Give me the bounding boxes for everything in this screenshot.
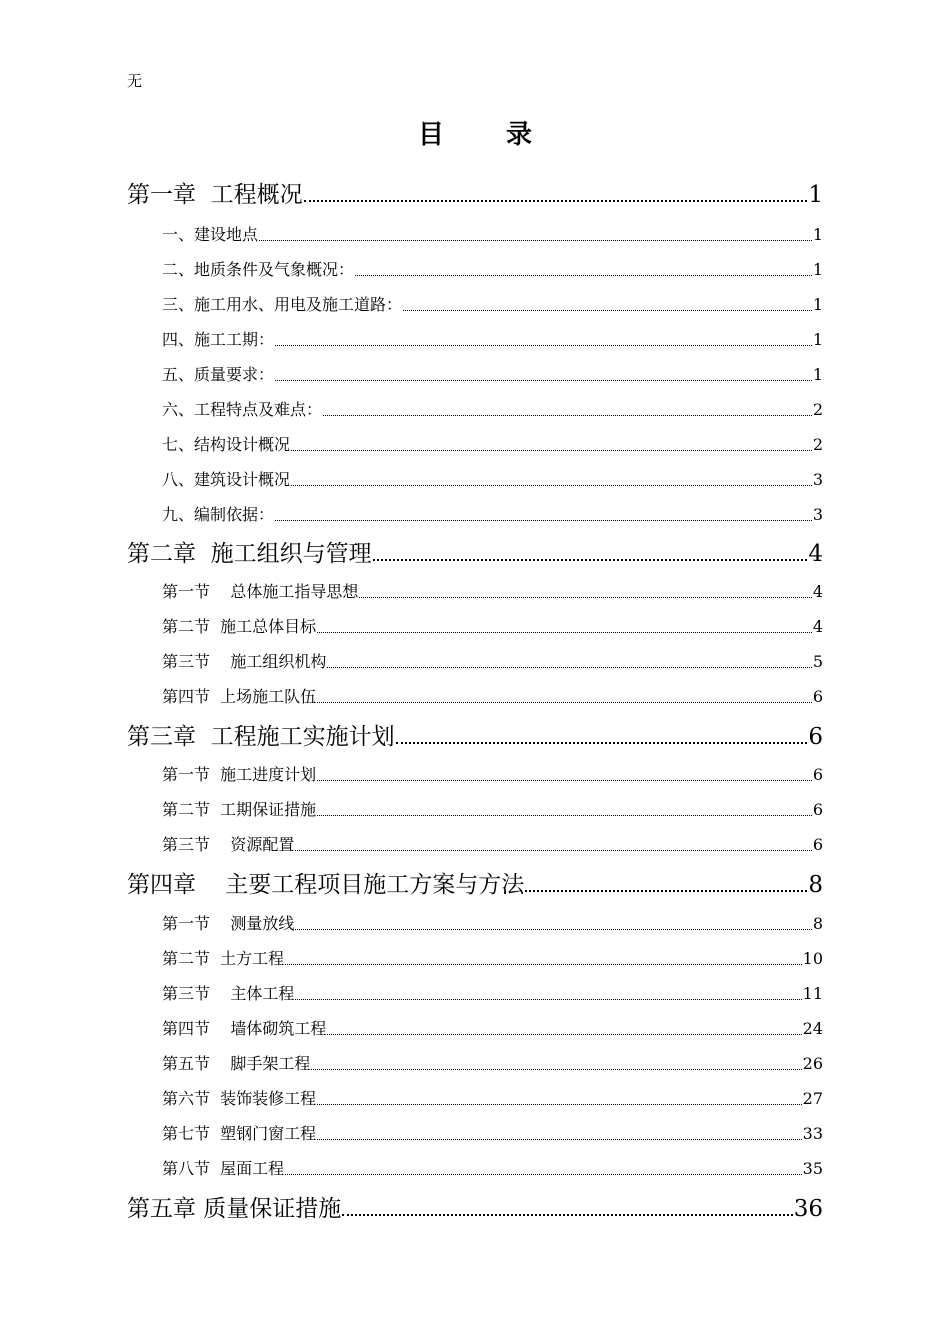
toc-entry-label: 第三节 主体工程 bbox=[162, 984, 295, 1003]
toc-title: 目录 bbox=[417, 120, 594, 150]
toc-page-number: 8 bbox=[812, 914, 823, 933]
toc-dot-leader bbox=[304, 199, 808, 202]
toc-dot-leader bbox=[317, 1103, 801, 1105]
toc-entry-label: 第四节 墙体砌筑工程 bbox=[162, 1019, 327, 1038]
toc-entry-label: 第七节 塑钢门窗工程 bbox=[162, 1124, 317, 1143]
toc-page-number: 10 bbox=[802, 949, 823, 968]
toc-dot-leader bbox=[295, 928, 811, 930]
toc-page-number: 33 bbox=[802, 1124, 823, 1143]
toc-section-entry[interactable] bbox=[162, 292, 823, 316]
toc-chapter-entry[interactable] bbox=[127, 718, 823, 750]
toc-entry-label: 七、结构设计概况 bbox=[162, 435, 291, 454]
toc-entry-label: 第六节 装饰装修工程 bbox=[162, 1089, 317, 1108]
toc-dot-leader bbox=[525, 889, 807, 892]
toc-page-number: 6 bbox=[812, 800, 823, 819]
toc-section-entry[interactable] bbox=[162, 1016, 823, 1040]
toc-chapter-entry[interactable] bbox=[127, 866, 823, 898]
toc-page-number: 36 bbox=[793, 1196, 823, 1222]
toc-dot-leader bbox=[275, 379, 812, 381]
toc-entry-label: 第一节 测量放线 bbox=[162, 914, 295, 933]
toc-entry-label: 八、建筑设计概况 bbox=[162, 470, 291, 489]
toc-entry-label: 第一章 工程概况 bbox=[127, 182, 303, 208]
toc-entry-label: 第五章 质量保证措施 bbox=[127, 1196, 342, 1222]
toc-dot-leader bbox=[359, 596, 811, 598]
toc-section-entry[interactable] bbox=[162, 327, 823, 351]
toc-section-entry[interactable] bbox=[162, 579, 823, 603]
toc-page-number: 27 bbox=[802, 1089, 823, 1108]
toc-dot-leader bbox=[275, 344, 812, 346]
toc-entry-label: 第八节 屋面工程 bbox=[162, 1159, 285, 1178]
toc-entry-label: 第四章 主要工程项目施工方案与方法 bbox=[127, 872, 525, 898]
toc-dot-leader bbox=[317, 814, 812, 816]
toc-page-number: 3 bbox=[812, 505, 823, 524]
toc-page-number: 2 bbox=[812, 435, 823, 454]
toc-entry-label: 九、编制依据： bbox=[162, 505, 275, 524]
toc-page-number: 26 bbox=[802, 1054, 823, 1073]
toc-entry-label: 第二节 工期保证措施 bbox=[162, 800, 317, 819]
toc-section-entry[interactable] bbox=[162, 649, 823, 673]
toc-dot-leader bbox=[317, 1138, 801, 1140]
toc-section-entry[interactable] bbox=[162, 614, 823, 638]
toc-dot-leader bbox=[323, 414, 812, 416]
toc-entry-label: 第二节 施工总体目标 bbox=[162, 617, 317, 636]
toc-entry-label: 二、地质条件及气象概况： bbox=[162, 260, 355, 279]
toc-entry-label: 第三节 资源配置 bbox=[162, 835, 295, 854]
toc-entry-label: 第一节 施工进度计划 bbox=[162, 765, 317, 784]
toc-dot-leader bbox=[285, 1173, 801, 1175]
toc-dot-leader bbox=[327, 1033, 801, 1035]
toc-dot-leader bbox=[396, 741, 808, 744]
toc-page-number: 6 bbox=[812, 835, 823, 854]
toc-entry-label: 第二节 土方工程 bbox=[162, 949, 285, 968]
toc-page-number: 2 bbox=[812, 400, 823, 419]
toc-section-entry[interactable] bbox=[162, 1051, 823, 1075]
toc-entry-label: 第一节 总体施工指导思想 bbox=[162, 582, 359, 601]
toc-page-number: 1 bbox=[812, 260, 823, 279]
toc-section-entry[interactable] bbox=[162, 467, 823, 491]
toc-page-number: 11 bbox=[802, 984, 823, 1003]
toc-chapter-entry[interactable] bbox=[127, 1190, 823, 1222]
toc-entry-label: 第三章 工程施工实施计划 bbox=[127, 724, 395, 750]
toc-dot-leader bbox=[355, 274, 812, 276]
toc-chapter-entry[interactable] bbox=[127, 176, 823, 208]
toc-page-number: 24 bbox=[802, 1019, 823, 1038]
toc-entry-label: 五、质量要求： bbox=[162, 365, 275, 384]
toc-section-entry[interactable] bbox=[162, 1156, 823, 1180]
toc-dot-leader bbox=[342, 1213, 792, 1216]
toc-dot-leader bbox=[327, 666, 811, 668]
toc-entry-label: 第四节 上场施工队伍 bbox=[162, 687, 317, 706]
toc-section-entry[interactable] bbox=[162, 762, 823, 786]
toc-page-number: 1 bbox=[812, 365, 823, 384]
toc-section-entry[interactable] bbox=[162, 502, 823, 526]
toc-section-entry[interactable] bbox=[162, 981, 823, 1005]
toc-chapter-entry[interactable] bbox=[127, 535, 823, 567]
toc-page-number: 8 bbox=[808, 872, 823, 898]
toc-section-entry[interactable] bbox=[162, 432, 823, 456]
header-mark: 无 bbox=[127, 72, 143, 90]
toc-dot-leader bbox=[317, 631, 812, 633]
toc-page-number: 4 bbox=[808, 541, 823, 567]
toc-section-entry[interactable] bbox=[162, 797, 823, 821]
toc-page-number: 6 bbox=[812, 765, 823, 784]
toc-dot-leader bbox=[291, 449, 812, 451]
toc-page-number: 4 bbox=[812, 617, 823, 636]
toc-dot-leader bbox=[311, 1068, 801, 1070]
toc-dot-leader bbox=[317, 779, 812, 781]
toc-entry-label: 三、施工用水、用电及施工道路： bbox=[162, 295, 403, 314]
toc-dot-leader bbox=[285, 963, 801, 965]
toc-section-entry[interactable] bbox=[162, 684, 823, 708]
toc-page-number: 1 bbox=[812, 295, 823, 314]
toc-section-entry[interactable] bbox=[162, 946, 823, 970]
toc-entry-label: 一、建设地点 bbox=[162, 225, 259, 244]
toc-section-entry[interactable] bbox=[162, 257, 823, 281]
toc-page-number: 1 bbox=[812, 225, 823, 244]
toc-page-number: 4 bbox=[812, 582, 823, 601]
toc-page-number: 6 bbox=[812, 687, 823, 706]
toc-dot-leader bbox=[295, 849, 811, 851]
toc-dot-leader bbox=[259, 239, 812, 241]
toc-dot-leader bbox=[373, 558, 808, 561]
toc-section-entry[interactable] bbox=[162, 222, 823, 246]
toc-dot-leader bbox=[295, 998, 801, 1000]
toc-page-number: 1 bbox=[808, 182, 823, 208]
toc-entry-label: 第五节 脚手架工程 bbox=[162, 1054, 311, 1073]
toc-dot-leader bbox=[317, 701, 812, 703]
toc-entry-label: 六、工程特点及难点： bbox=[162, 400, 323, 419]
toc-dot-leader bbox=[403, 309, 812, 311]
toc-page-number: 5 bbox=[812, 652, 823, 671]
toc-section-entry[interactable] bbox=[162, 911, 823, 935]
toc-section-entry[interactable] bbox=[162, 362, 823, 386]
toc-dot-leader bbox=[275, 519, 812, 521]
toc-page-number: 1 bbox=[812, 330, 823, 349]
toc-section-entry[interactable] bbox=[162, 1086, 823, 1110]
toc-page-number: 35 bbox=[802, 1159, 823, 1178]
toc-page-number: 3 bbox=[812, 470, 823, 489]
toc-dot-leader bbox=[291, 484, 812, 486]
toc-entry-label: 四、施工工期： bbox=[162, 330, 275, 349]
toc-entry-label: 第二章 施工组织与管理 bbox=[127, 541, 372, 567]
toc-section-entry[interactable] bbox=[162, 1121, 823, 1145]
toc-entry-label: 第三节 施工组织机构 bbox=[162, 652, 327, 671]
toc-page-number: 6 bbox=[808, 724, 823, 750]
toc-section-entry[interactable] bbox=[162, 832, 823, 856]
toc-section-entry[interactable] bbox=[162, 397, 823, 421]
